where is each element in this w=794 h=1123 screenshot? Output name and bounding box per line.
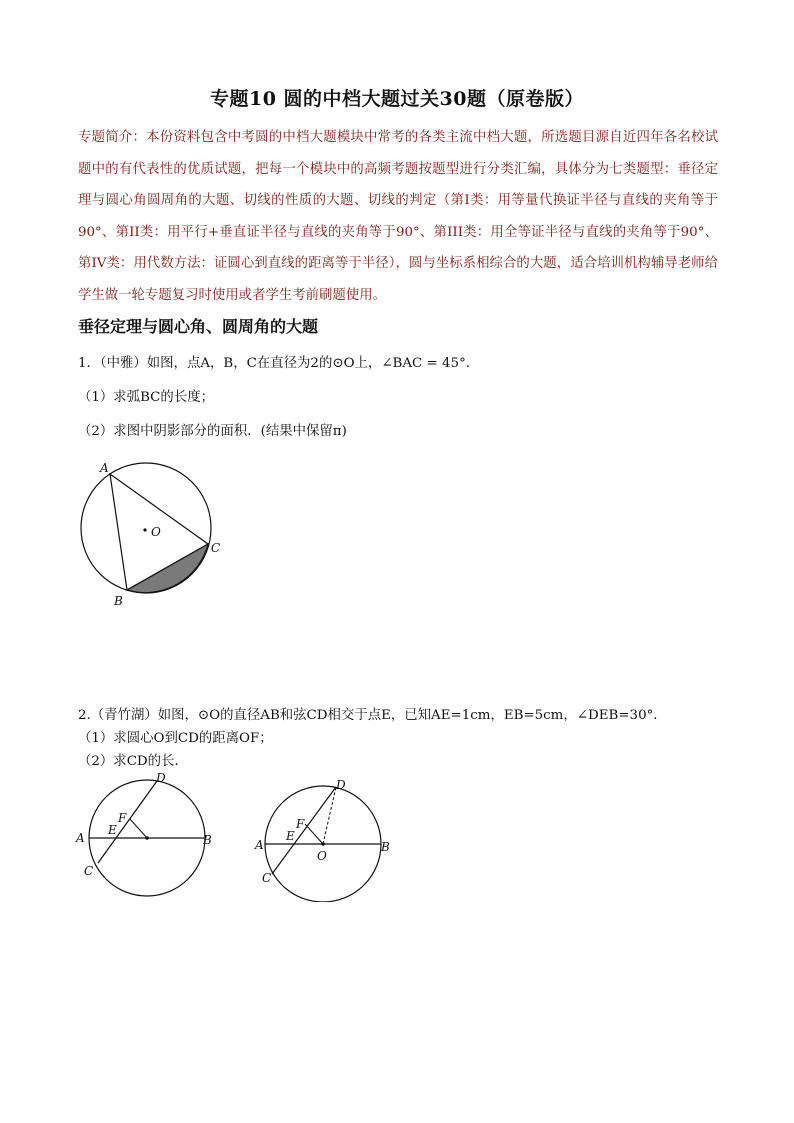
question-1-figure [70, 456, 240, 612]
topic-introduction: 专题简介：本份资料包含中考圆的中档大题模块中常考的各类主流中档大题，所选题目源自近四年各名校试题中的有代表性的优质试题，把每一个模块中的高频考题按题型进行分类汇编，具体分为七类题型：垂径定理与圆心角圆周角的大题、切线的性质的大题、切线的判定（第I类：用等量代换证半径与直线的夹角等于90°、第II类：用平行+垂直证半径与直线的夹角等于90°、第III类：用全等证半径与直线的夹角等于90°、第IV类：用代数方法：证圆心到直线的距离等于半径），圆与坐标系相综合的大题，适合培训机构辅导老师给学生做一轮专题复习时使用或者学生考前刷题使用。 [78, 130, 718, 303]
label-e-left: E [108, 823, 117, 837]
label-o: O [151, 525, 161, 539]
question-1-part-1: （1）求弧BC的长度； [78, 390, 214, 405]
label-a: A [100, 461, 109, 475]
question-1-stem: 1．（中雅）如图，点A，B，C在直径为2的⊙O上，∠BAC = 45°． [78, 356, 480, 371]
segment-of-right [305, 824, 323, 844]
label-f-right: F [296, 817, 305, 831]
question-2-figure-left [70, 770, 230, 900]
center-point-right [321, 842, 325, 846]
question-2-stem: 2.（青竹湖）如图，⊙O的直径AB和弦CD相交于点E，已知AE=1cm，EB=5cm，∠DEB=30°． [78, 708, 667, 723]
label-d-left: D [156, 771, 166, 785]
label-b-right: B [381, 840, 390, 854]
center-point-left [145, 836, 149, 840]
label-b: B [114, 594, 123, 608]
chord-cd-left [98, 781, 157, 863]
segment-of-left [130, 819, 147, 838]
label-c-left: C [84, 864, 94, 878]
label-f-left: F [118, 811, 127, 825]
question-2-figure-right [250, 772, 400, 902]
question-1-part-2: （2）求图中阴影部分的面积．(结果中保留π) [78, 424, 347, 439]
question-2-part-1: （1）求圆心O到CD的距离OF； [78, 731, 273, 746]
label-d-right: D [336, 778, 346, 792]
question-2-part-2: （2）求CD的长． [78, 754, 188, 769]
label-c-right: C [262, 871, 272, 885]
section-heading: 垂径定理与圆心角、圆周角的大题 [78, 317, 319, 336]
center-point [143, 528, 146, 531]
label-b-left: B [203, 833, 212, 847]
label-o-right: O [317, 849, 327, 863]
label-c: C [211, 541, 221, 555]
label-e-right: E [286, 829, 295, 843]
label-a-left: A [76, 831, 85, 845]
label-a-right: A [255, 838, 264, 852]
page-title: 专题10 圆的中档大题过关30题（原卷版） [210, 88, 584, 110]
